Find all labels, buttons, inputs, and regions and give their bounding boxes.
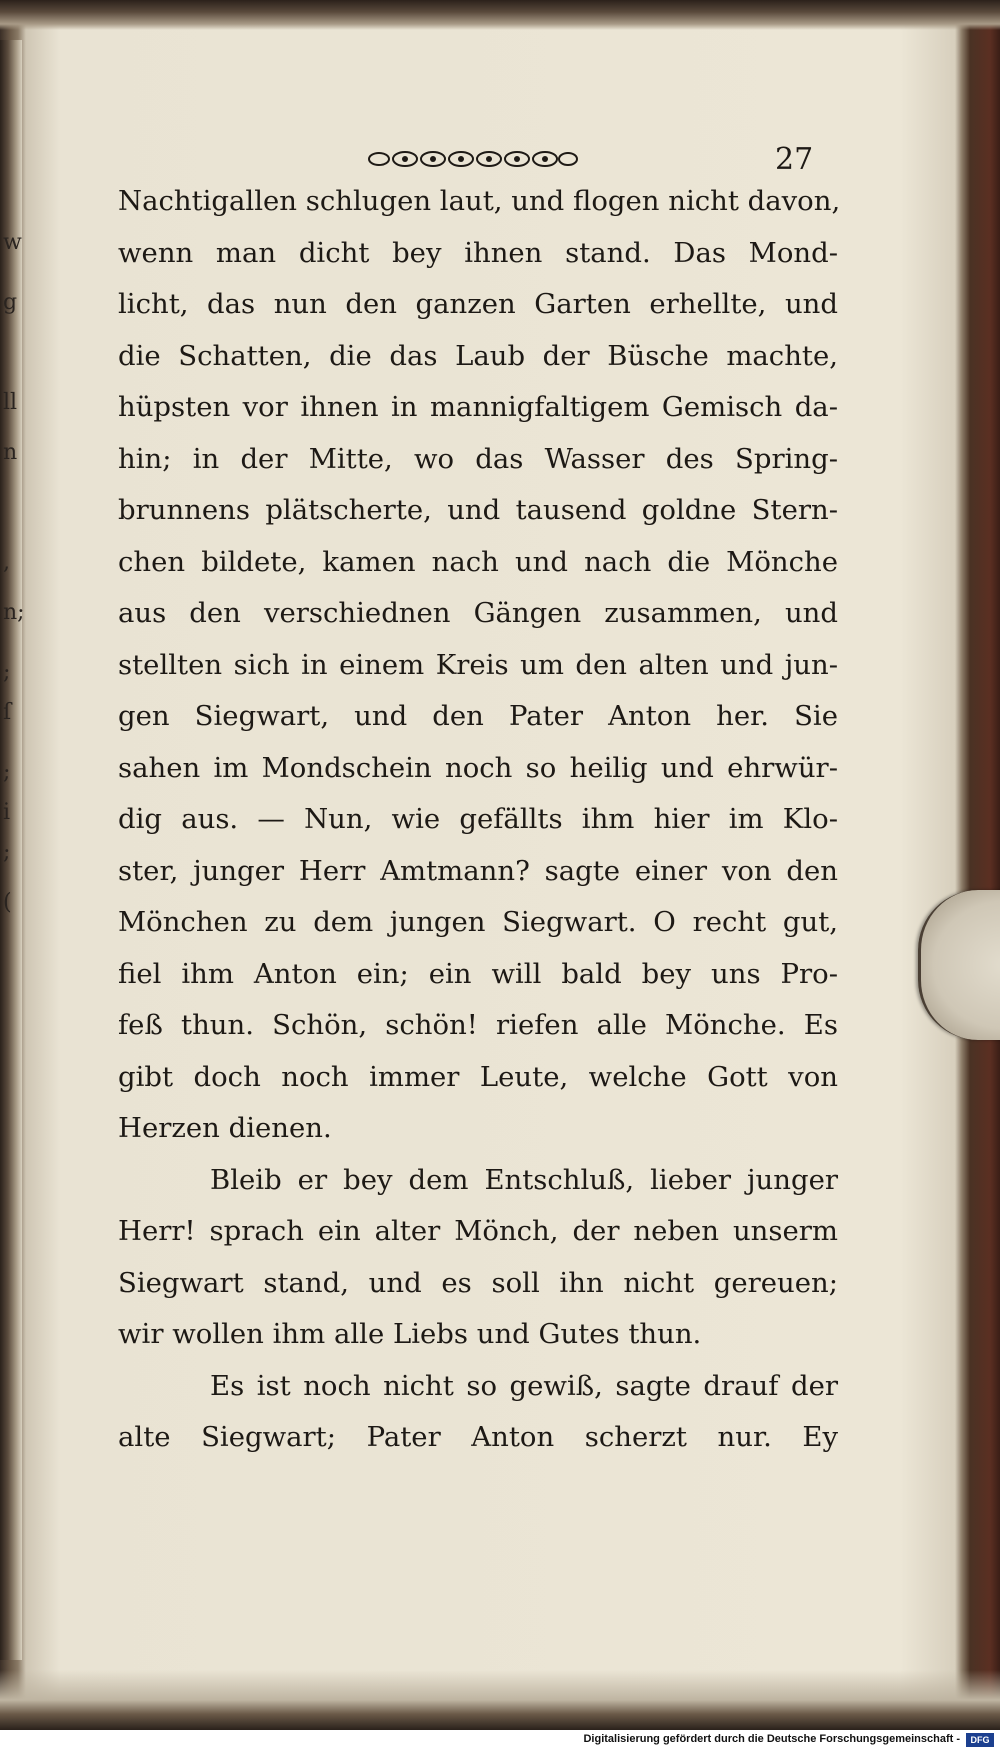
- text-line: licht, das nun den ganzen Garten erhellte, und: [118, 288, 838, 320]
- page-number: 27: [775, 142, 814, 177]
- text-line: gen Siegwart, und den Pater Anton her. Sie: [118, 700, 838, 732]
- facing-page-edge: w g ll n , n; ; ſ ; i ; (: [0, 40, 22, 1660]
- text-line: brunnens plätscherte, und tausend goldne Stern-: [118, 494, 838, 526]
- text-line: Es ist noch nicht so gewiß, sagte drauf der: [210, 1369, 838, 1402]
- text-line: hüpsten vor ihnen in mannigfaltigem Gemisch da-: [118, 391, 838, 423]
- text-line: hin; in der Mitte, wo das Wasser des Spring-: [118, 442, 838, 475]
- text-line: Mönchen zu dem jungen Siegwart. O recht gut,: [118, 906, 838, 938]
- page-bottom-edge: [0, 1670, 1000, 1730]
- text-line: Herr! sprach ein alter Mönch, der neben unserm: [118, 1215, 838, 1247]
- header-ornament: [365, 148, 580, 170]
- text-line: chen bildete, kamen nach und nach die Mönche: [118, 545, 838, 578]
- text-line: alte Siegwart; Pater Anton scherzt nur. Ey: [118, 1421, 838, 1453]
- text-line: sahen im Mondschein noch so heilig und ehrwür-: [118, 751, 838, 784]
- text-line: die Schatten, die das Laub der Büsche machte,: [118, 339, 838, 372]
- text-line: dig aus. — Nun, wie gefällts ihm hier im Klo-: [118, 803, 838, 835]
- body-text: [118, 176, 841, 1464]
- text-line: stellten sich in einem Kreis um den alten und jun-: [118, 648, 838, 681]
- page-top-edge: [0, 0, 1000, 30]
- text-line: aus den verschiednen Gängen zusammen, und: [118, 597, 838, 629]
- dfg-logo: DFG: [966, 1733, 994, 1747]
- text-line: ster, junger Herr Amtmann? sagte einer von den: [118, 854, 838, 887]
- text-line: fiel ihm Anton ein; ein will bald bey uns Pro-: [118, 957, 838, 990]
- text-line: Herzen dienen.: [118, 1112, 332, 1144]
- text-line: wenn man dicht bey ihnen stand. Das Mond-: [118, 236, 838, 269]
- text-line: Bleib er bey dem Entschluß, lieber junger: [210, 1163, 838, 1196]
- digitization-footer: [0, 1730, 1000, 1752]
- text-line: Siegwart stand, und es soll ihn nicht gereuen;: [118, 1266, 838, 1299]
- text-line: gibt doch noch immer Leute, welche Gott von: [118, 1060, 838, 1093]
- text-line: wir wollen ihm alle Liebs und Gutes thun.: [118, 1318, 702, 1350]
- text-line: Nachtigallen schlugen laut, und flogen nicht davon,: [118, 185, 841, 217]
- footer-credit: Digitalisierung gefördert durch die Deutsche Forschungsgemeinschaft -: [583, 1733, 960, 1745]
- text-line: feß thun. Schön, schön! riefen alle Mönche. Es: [118, 1009, 838, 1041]
- page-marker-tab: [918, 890, 1000, 1040]
